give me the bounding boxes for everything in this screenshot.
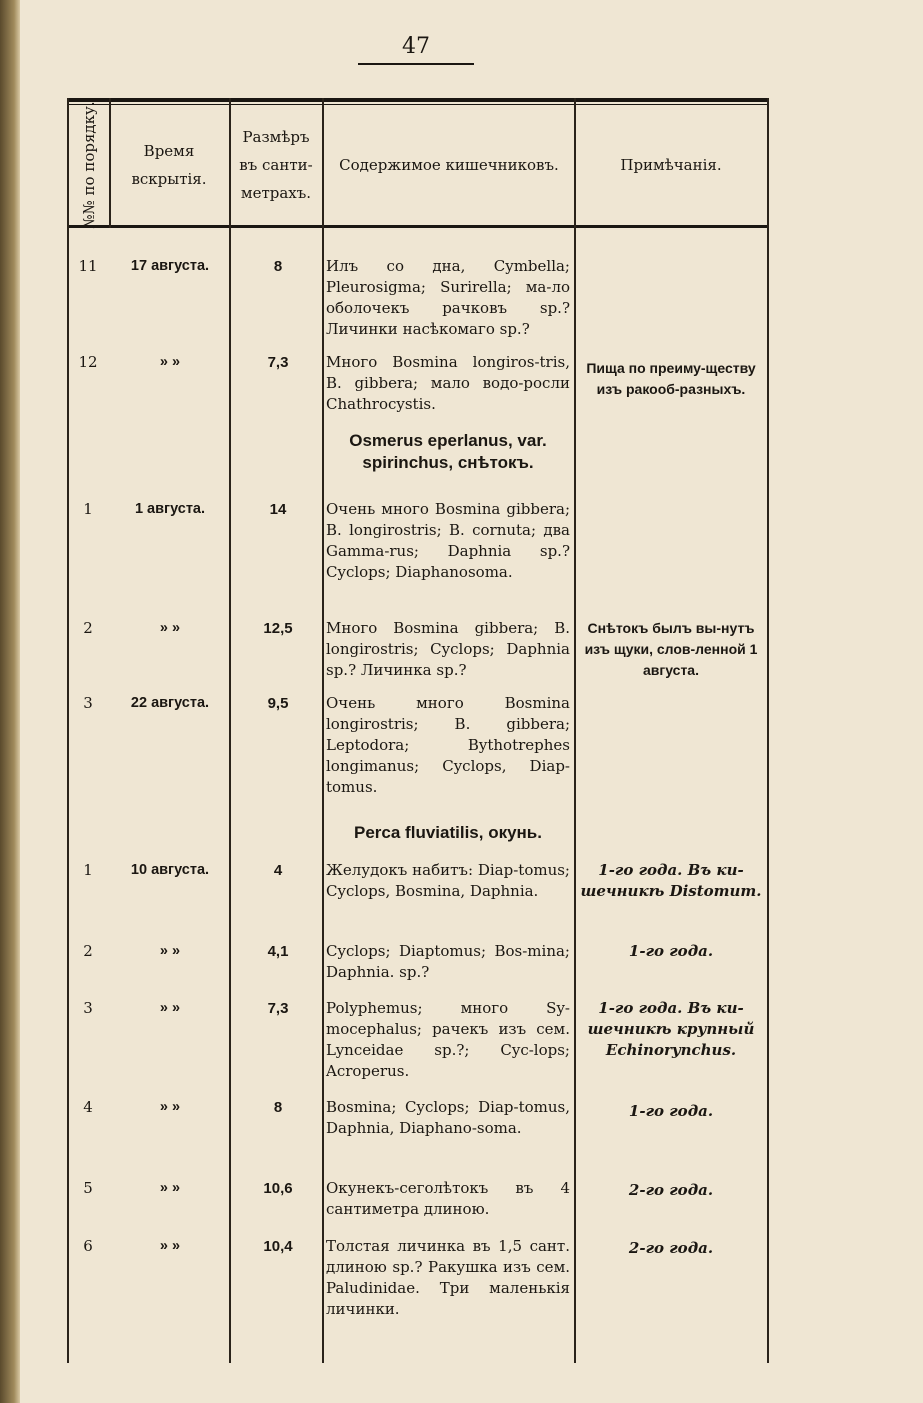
row-date: » » (159, 620, 181, 636)
row-content: Окунекъ-сеголѣтокъ въ 4 сантиметра длиною. (326, 1179, 570, 1218)
row-number: 5 (83, 1179, 93, 1197)
row-content: Cyclops; Diaptomus; Bos-mina; Daphnia. sp.? (326, 942, 570, 981)
row-notes: 1-го года. (628, 1102, 714, 1120)
row-date: » » (159, 1238, 181, 1254)
row-number: 2 (83, 619, 93, 637)
column-divider (322, 98, 324, 1363)
row-date: » » (159, 943, 181, 959)
row-notes: 1-го года. Въ ки-шечникѣ Distomum. (580, 861, 762, 900)
header-content: Содержимое кишечниковъ. (339, 156, 559, 174)
row-content: Илъ со дна, Cymbella; Pleurosigma; Surirella; ма-ло оболочекъ рачковъ sp.? Личинки насѣкомаго sp.? (326, 257, 570, 338)
table-top-thin-rule (67, 104, 769, 105)
column-divider (574, 98, 576, 1363)
column-divider (229, 98, 231, 1363)
header-row-number: №№ по порядку. (80, 101, 98, 229)
row-number: 1 (83, 861, 93, 879)
row-size: 8 (273, 258, 283, 275)
row-number: 4 (83, 1098, 93, 1116)
row-notes: Снѣтокъ былъ вы-нутъ изъ щуки, слов-ленной 1 августа. (584, 620, 758, 678)
row-number: 3 (83, 694, 93, 712)
row-size: 7,3 (267, 1000, 289, 1017)
row-date: 17 августа. (130, 258, 210, 274)
row-size: 10,6 (263, 1180, 293, 1197)
row-number: 2 (83, 942, 93, 960)
row-notes: 1-го года. Въ ки-шечникѣ крупный Echinorynchus. (587, 999, 755, 1059)
row-number: 12 (78, 353, 98, 371)
table-top-rule (67, 98, 769, 102)
page-number: 47 (402, 34, 430, 59)
row-date: » » (159, 1099, 181, 1115)
header-bottom-rule (67, 225, 769, 228)
row-content: Много Bosmina gibbera; B. longirostris; Cyclops; Daphnia sp.? Личинка sp.? (326, 619, 570, 679)
row-number: 3 (83, 999, 93, 1017)
row-notes: 2-го года. (628, 1239, 714, 1257)
row-size: 10,4 (263, 1238, 293, 1255)
row-content: Bosmina; Cyclops; Diap-tomus, Daphnia, Diaphano-soma. (326, 1098, 570, 1137)
row-date: 10 августа. (130, 862, 210, 878)
row-size: 4 (273, 862, 283, 879)
header-time: Время вскрытія. (131, 142, 207, 188)
row-number: 11 (78, 257, 98, 275)
row-content: Polyphemus; много Sy-mocephalus; рачекъ изъ сем. Lynceidae sp.?; Cyc-lops; Acroperus. (326, 999, 570, 1080)
row-notes: 2-го года. (628, 1181, 714, 1199)
column-divider (767, 98, 769, 1363)
row-size: 8 (273, 1099, 283, 1116)
row-size: 12,5 (263, 620, 293, 637)
row-date: » » (159, 1180, 181, 1196)
book-binding-edge (0, 0, 20, 1403)
row-size: 9,5 (267, 695, 289, 712)
row-date: » » (159, 354, 181, 370)
row-content: Толстая личинка въ 1,5 сант. длиною sp.? Ракушка изъ сем. Paludinidae. Три маленькія личинки. (326, 1237, 570, 1318)
row-content: Много Bosmina longiros-tris, B. gibbera; мало водо-росли Chathrocystis. (326, 353, 570, 413)
row-content: Желудокъ набитъ: Diap-tomus; Cyclops, Bosmina, Daphnia. (326, 861, 570, 900)
header-notes: Примѣчанія. (620, 156, 722, 174)
header-size: Размѣръ въ санти-метрахъ. (239, 128, 313, 202)
row-date: » » (159, 1000, 181, 1016)
row-number: 6 (83, 1237, 93, 1255)
species-heading-osmerus: Osmerus eperlanus, var. spirinchus, снѣтокъ. (349, 431, 547, 472)
row-number: 1 (83, 500, 93, 518)
row-content: Очень много Bosmina longirostris; B. gibbera; Leptodora; Bythotrephes longimanus; Cyclops, Diap-tomus. (326, 694, 570, 796)
row-notes: 1-го года. (628, 942, 714, 960)
row-date: 22 августа. (130, 695, 210, 711)
row-date: 1 августа. (134, 501, 206, 517)
row-size: 7,3 (267, 354, 289, 371)
row-notes: Пища по преиму-ществу изъ ракооб-разныхъ. (586, 360, 756, 397)
species-heading-perca: Perca fluviatilis, окунь. (354, 823, 542, 842)
row-content: Очень много Bosmina gibbera; B. longirostris; B. cornuta; два Gamma-rus; Daphnia sp.? Cyclops; Diaphanosoma. (326, 500, 570, 581)
column-divider (109, 98, 111, 228)
row-size: 14 (269, 501, 287, 518)
page-number-rule (358, 63, 474, 65)
column-divider (67, 98, 69, 1363)
row-size: 4,1 (267, 943, 289, 960)
